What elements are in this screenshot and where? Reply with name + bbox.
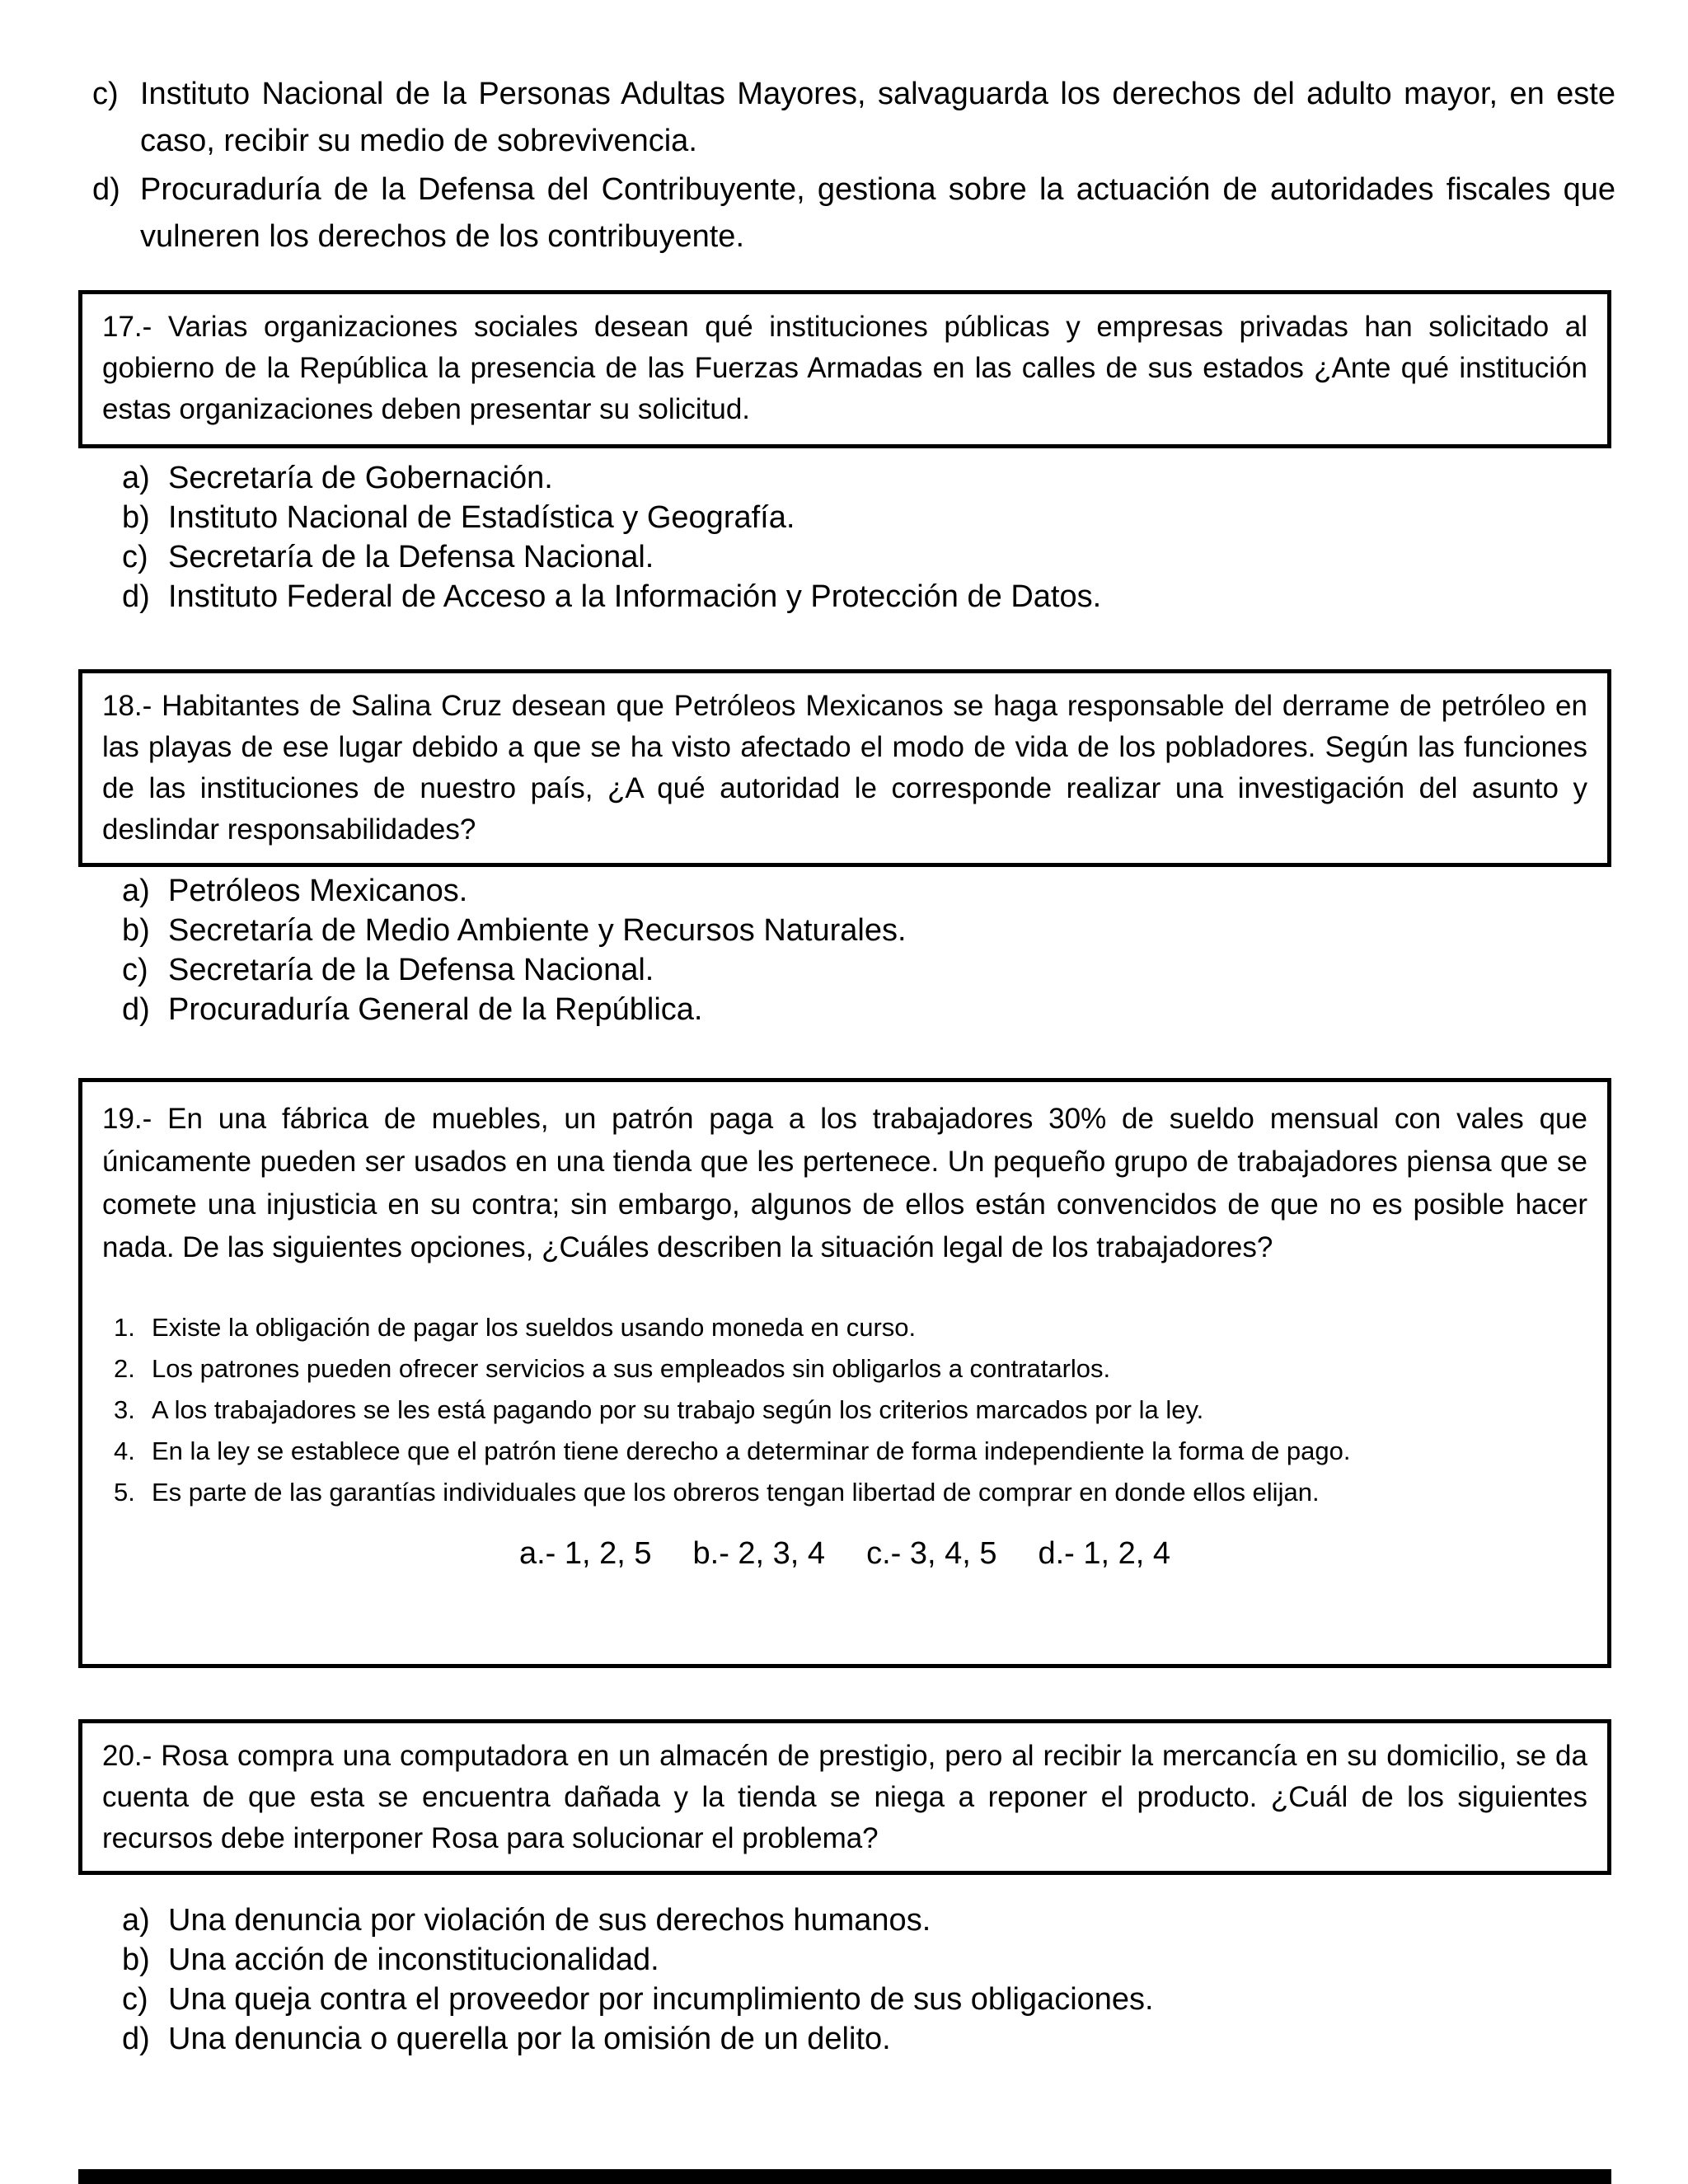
- question-20-text: 20.- Rosa compra una computadora en un almacén de prestigio, pero al recibir la mercancía en su domicilio, se da cuenta de que esta se encuentra dañada y la tienda se niega a reponer el producto. ¿Cuál de los siguientes recursos debe interponer Rosa para solucionar el problema?: [102, 1740, 1587, 1854]
- option-label: b): [122, 1943, 150, 1977]
- option-text: Instituto Nacional de la Personas Adultas Mayores, salvaguarda los derechos del adulto mayor, en este caso, recibir su medio de sobrevivencia.: [140, 77, 1615, 158]
- option-label: d): [92, 172, 120, 207]
- option-text: Instituto Federal de Acceso a la Información y Protección de Datos.: [168, 579, 1102, 614]
- option-label: c): [122, 1982, 148, 2017]
- option-label: b): [122, 500, 150, 535]
- options-group-20: [122, 1900, 1556, 2059]
- question-18-text: 18.- Habitantes de Salina Cruz desean que Petróleos Mexicanos se haga responsable del derrame de petróleo en las playas de ese lugar debido a que se ha visto afectado el modo de vida de los pobladores. Según las funciones de las instituciones de nuestro país, ¿A qué autoridad le corresponde realizar una investigación del asunto y deslindar responsabilidades?: [102, 690, 1587, 846]
- list-item-number: 2.: [114, 1354, 135, 1383]
- list-item-text: En la ley se establece que el patrón tiene derecho a determinar de forma independiente la forma de pago.: [152, 1436, 1351, 1465]
- option-text: Petróleos Mexicanos.: [168, 874, 468, 908]
- option-row: [122, 1940, 1556, 1980]
- option-row: [122, 2019, 1556, 2059]
- option-row: [122, 990, 1556, 1029]
- list-item-text: A los trabajadores se les está pagando por su trabajo según los criterios marcados por la ley.: [152, 1395, 1204, 1424]
- option-label: a): [122, 874, 150, 908]
- option-text: Una queja contra el proveedor por incumplimiento de sus obligaciones.: [168, 1982, 1154, 2017]
- option-text: Secretaría de la Defensa Nacional.: [168, 540, 654, 574]
- option-text: Una acción de inconstitucionalidad.: [168, 1943, 659, 1977]
- question-box-18: [78, 669, 1611, 867]
- list-item-number: 1.: [114, 1313, 135, 1342]
- list-item-number: 4.: [114, 1436, 135, 1465]
- option-label: c): [92, 77, 119, 111]
- options-group-17: [122, 458, 1556, 616]
- option-row: [122, 498, 1556, 537]
- option-text: Una denuncia por violación de sus derechos humanos.: [168, 1903, 931, 1938]
- option-label: d): [122, 2022, 150, 2056]
- option-row: [122, 911, 1556, 950]
- list-item: [114, 1431, 1492, 1472]
- option-row: [92, 71, 1615, 165]
- option-text: Secretaría de la Defensa Nacional.: [168, 953, 654, 987]
- option-label: c): [122, 540, 148, 574]
- option-row: [122, 537, 1556, 577]
- option-text: Una denuncia o querella por la omisión de un delito.: [168, 2022, 891, 2056]
- option-label: a): [122, 1903, 150, 1938]
- option-text: Procuraduría General de la República.: [168, 992, 703, 1027]
- option-label: b): [122, 913, 150, 948]
- question-19-text: 19.- En una fábrica de muebles, un patrón paga a los trabajadores 30% de sueldo mensual con vales que únicamente pueden ser usados en una tienda que les pertenece. Un pequeño grupo de trabajadores piensa que se comete una injusticia en su contra; sin embargo, algunos de ellos están convencidos de que no es posible hacer nada. De las siguientes opciones, ¿Cuáles describen la situación legal de los trabajadores?: [102, 1103, 1587, 1263]
- numbered-list: [114, 1307, 1587, 1513]
- option-row: [122, 458, 1556, 498]
- list-item: [114, 1348, 1492, 1390]
- options-group-18: [122, 871, 1556, 1029]
- option-text: Secretaría de Medio Ambiente y Recursos Naturales.: [168, 913, 907, 948]
- list-item-text: Existe la obligación de pagar los sueldos usando moneda en curso.: [152, 1313, 917, 1342]
- option-label: d): [122, 992, 150, 1027]
- previous-question-options: [92, 71, 1615, 262]
- option-row: [122, 1900, 1556, 1940]
- answer-choice: b.- 2, 3, 4: [692, 1536, 826, 1571]
- option-text: Instituto Nacional de Estadística y Geografía.: [168, 500, 795, 535]
- list-item: [114, 1390, 1492, 1431]
- option-row: [122, 577, 1556, 616]
- question-box-17: [78, 290, 1611, 448]
- next-question-box-top-border: [78, 2169, 1611, 2184]
- list-item-text: Es parte de las garantías individuales que los obreros tengan libertad de comprar en donde ellos elijan.: [152, 1478, 1320, 1507]
- option-row: [122, 1980, 1556, 2019]
- list-item-number: 3.: [114, 1395, 135, 1424]
- option-label: d): [122, 579, 150, 614]
- option-label: a): [122, 461, 150, 495]
- list-item-text: Los patrones pueden ofrecer servicios a sus empleados sin obligarlos a contratarlos.: [152, 1354, 1111, 1383]
- option-text: Secretaría de Gobernación.: [168, 461, 553, 495]
- list-item: [114, 1472, 1492, 1513]
- question-17-text: 17.- Varias organizaciones sociales desean qué instituciones públicas y empresas privadas han solicitado al gobierno de la República la presencia de las Fuerzas Armadas en las calles de sus estados ¿Ante qué institución estas organizaciones deben presentar su solicitud.: [102, 311, 1587, 425]
- option-row: [122, 871, 1556, 911]
- option-label: c): [122, 953, 148, 987]
- question-box-20: [78, 1719, 1611, 1875]
- list-item-number: 5.: [114, 1478, 135, 1507]
- question-box-19: [78, 1078, 1611, 1668]
- option-row: [122, 950, 1556, 990]
- option-text: Procuraduría de la Defensa del Contribuyente, gestiona sobre la actuación de autoridades fiscales que vulneren los derechos de los contribuyente.: [140, 172, 1615, 254]
- answer-choice: a.- 1, 2, 5: [518, 1536, 652, 1571]
- answer-choice: d.- 1, 2, 4: [1038, 1536, 1171, 1571]
- list-item: [114, 1307, 1492, 1348]
- option-row: [92, 166, 1615, 260]
- answer-choice: c.- 3, 4, 5: [866, 1536, 997, 1571]
- answer-choices-row: [102, 1535, 1587, 1572]
